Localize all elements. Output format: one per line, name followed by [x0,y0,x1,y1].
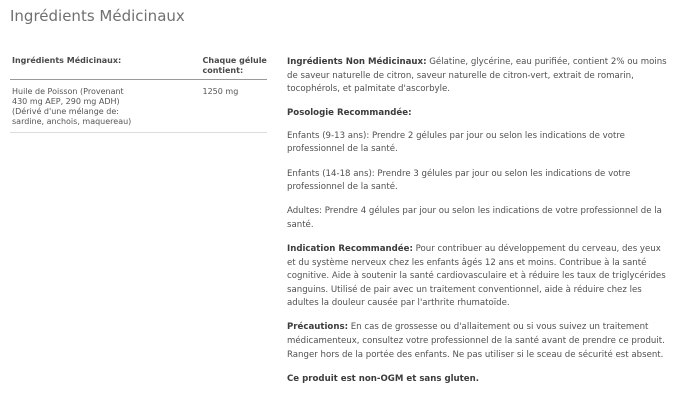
non-medicinal-text: Gélatine, glycérine, eau purifiée, contient 2% ou moins de saveur naturelle de citron, saveur naturelle de citron-vert, extrait de romarin, tocophérols, et palmitate d'ascorbyle. [287,57,667,95]
dosage-children-14-18: Enfants (14-18 ans): Prendre 3 gélules par jour ou selon les indications de votre professionnel de la santé. [287,168,631,193]
non-gmo-text: Ce produit est non-OGM et sans gluten. [287,373,479,384]
ingredient-cell [10,87,203,127]
product-details [287,56,672,397]
table-row [10,87,267,127]
non-medicinal-label: Ingrédients Non Médicinaux: [287,57,427,67]
precautions-text: En cas de grossesse ou d'allaitement ou si vous suivez un traitement médicamenteux, consultez votre professionnel de la santé avant de prendre ce produit. Ranger hors de la portée des enfants. Ne pas utiliser si le sceau de sécurité est absent. [287,322,665,360]
header-ingredients: Ingrédients Médicinaux: [12,56,122,65]
indication-section [287,243,672,311]
indication-text: Pour contribuer au développement du cerveau, des yeux et du système nerveux chez les enfants âgés 12 ans et moins. Contribue à la santé cognitive. Aide à soutenir la santé cardiovasculaire et à réduire les taux de triglycérides sanguins. Utilisé de pair avec un traitement conventionnel, aide à réduire chez les adultes la douleur causée par l'arthrite rhumatoïde. [287,243,666,309]
table-header [10,56,267,76]
dosage-children-9-13: Enfants (9-13 ans): Prendre 2 gélules par jour ou selon les indications de votre professionnel de la santé. [287,130,625,155]
non-gmo-note [287,373,672,387]
row-divider [10,132,267,133]
non-medicinal-section [287,56,672,97]
header-amount: Chaque gélule contient: [202,56,267,75]
header-divider [10,79,267,80]
precautions-label: Précautions: [287,322,349,333]
precautions-section [287,321,672,362]
ingredient-name: Huile de Poisson (Provenant 430 mg AEP, 290 mg ADH) (Dérivé d'une mélange de: sardine, anchois, maquereau) [12,87,132,126]
amount-cell: 1250 mg [202,87,239,96]
indication-label: Indication Recommandée: [287,243,413,254]
medicinal-ingredients-table [10,56,267,133]
dosage-adults: Adultes: Prendre 4 gélules par jour ou selon les indications de votre professionnel de la santé. [287,206,662,230]
dosage-heading: Posologie Recommandée: [287,108,412,119]
page-title: Ingrédients Médicinaux [10,7,185,25]
